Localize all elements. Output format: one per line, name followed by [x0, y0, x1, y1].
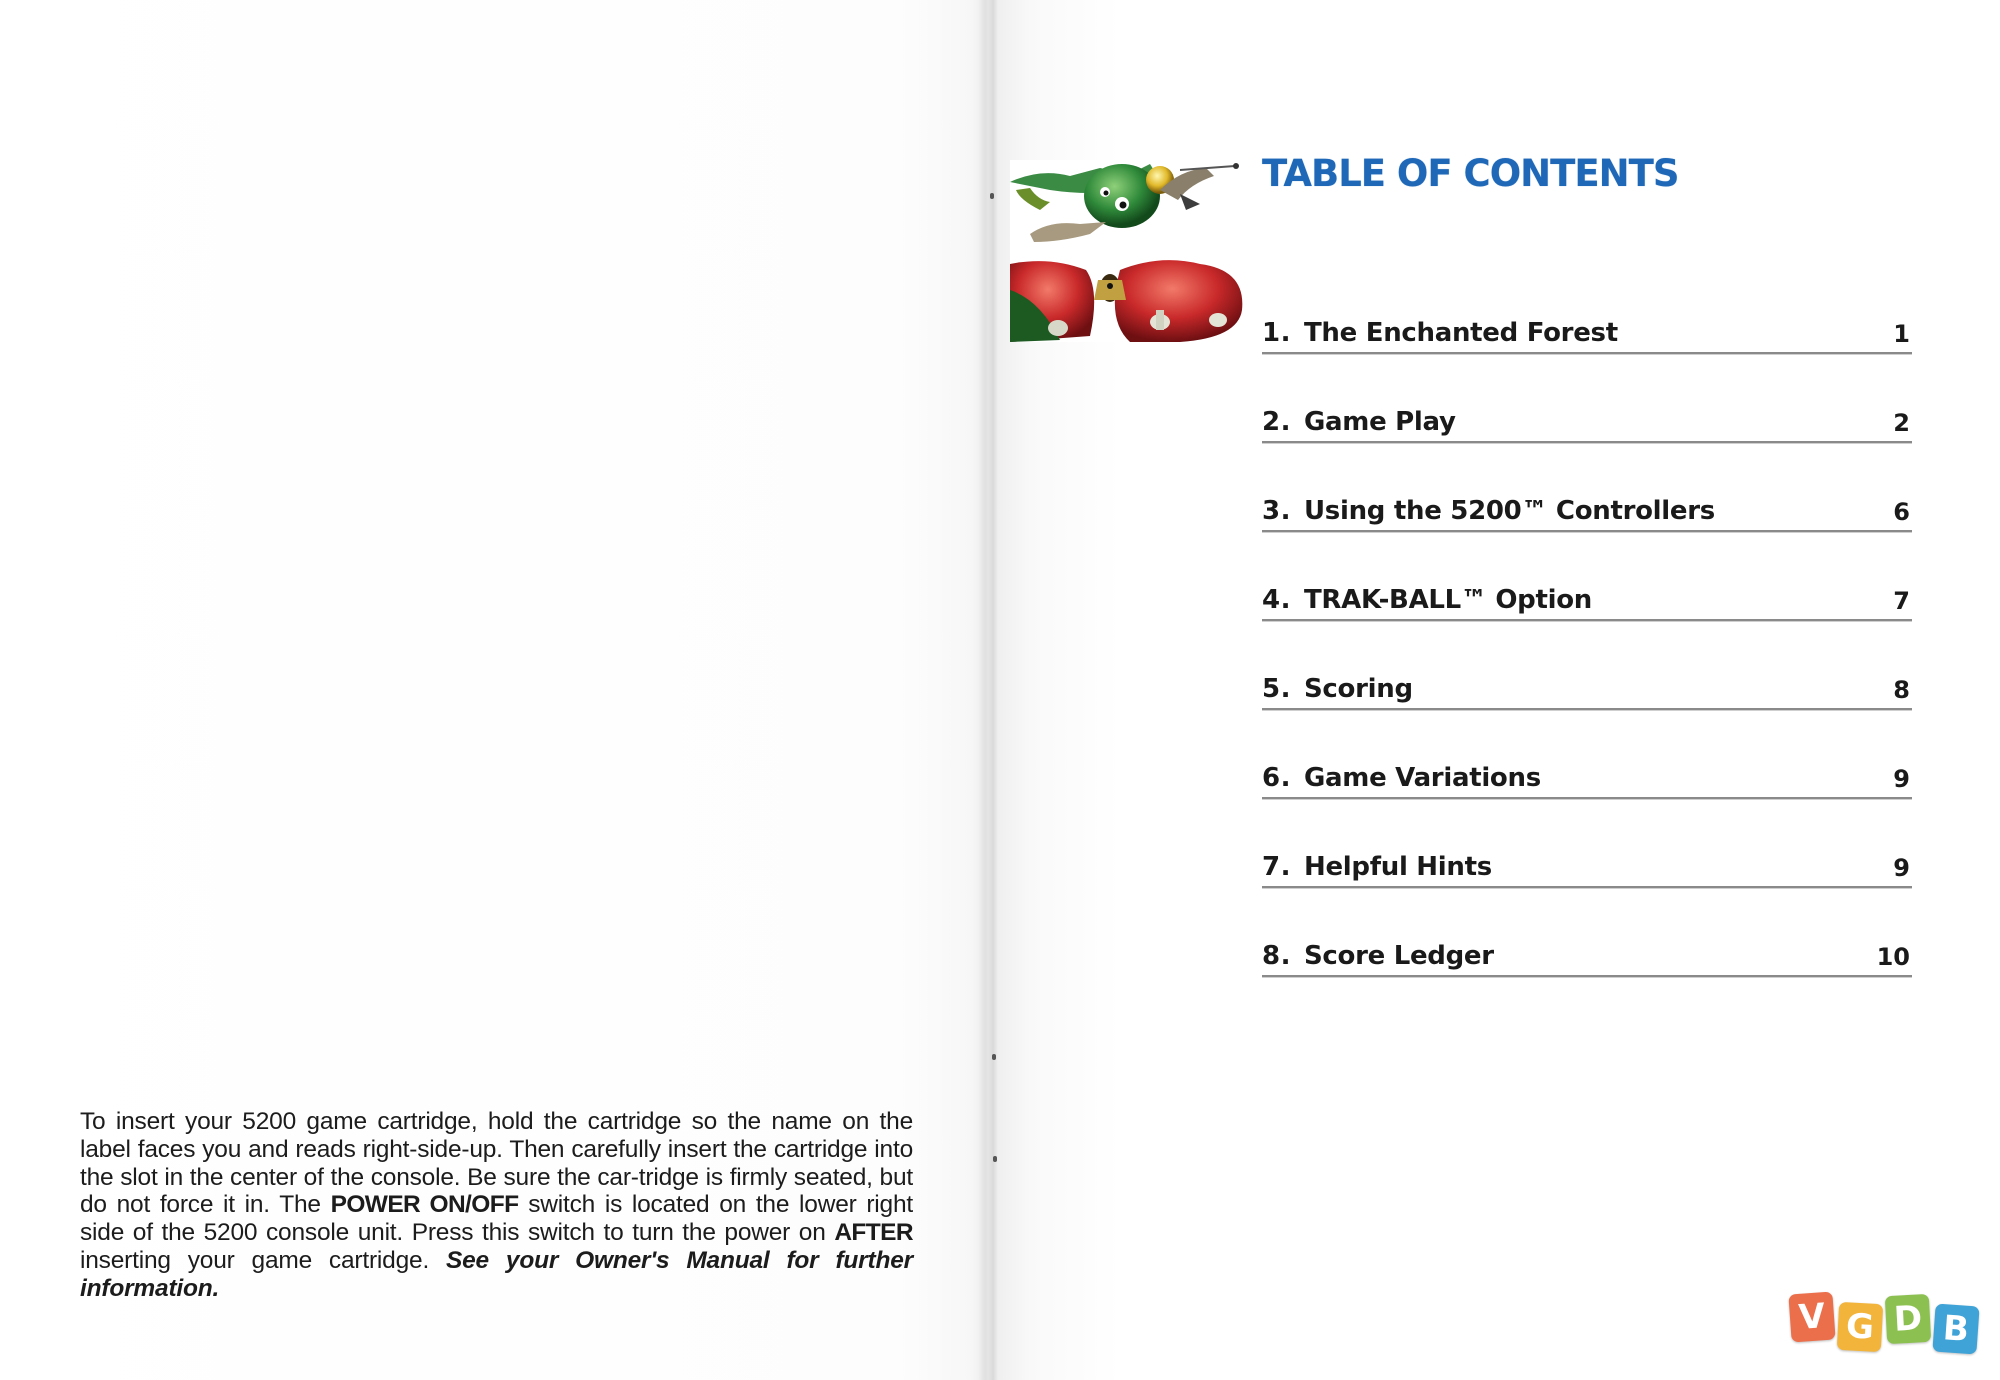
toc-entry-label: Score Ledger [1304, 941, 1494, 971]
toc-entry-label: TRAK-BALL™ Option [1304, 585, 1593, 615]
toc-entry [1262, 834, 1912, 888]
toc-entry-number: 5. [1262, 674, 1291, 704]
instruction-text-part: switch is located on the lower right side of the 5200 console unit. Press this switch to turn the power on [80, 1191, 913, 1247]
instruction-text-part: AFTER [834, 1219, 913, 1247]
toc-entry-number: 6. [1262, 763, 1291, 793]
vgdb-logo-tile: B [1932, 1304, 1979, 1355]
toc-entry-label: Helpful Hints [1304, 852, 1492, 882]
spine-mark [993, 1156, 997, 1162]
toc-entry-page-number: 7 [1893, 587, 1910, 615]
toc-entry-number: 3. [1262, 496, 1291, 526]
table-of-contents-title: TABLE OF CONTENTS [1262, 152, 1679, 195]
toc-entry [1262, 478, 1912, 532]
toc-entry-label: Scoring [1304, 674, 1413, 704]
page-spine [978, 0, 992, 1380]
instruction-text-part: POWER ON/OFF [330, 1191, 519, 1219]
toc-entry-number: 4. [1262, 585, 1291, 615]
centipede-art-illustration [1010, 160, 1246, 342]
instruction-text-part: To insert your 5200 game cartridge, hold the cartridge so the name on the label faces you and reads right-side-up. Then carefully insert the cartridge into the slot in the center of the console. Be sure the car-tridge is firmly seated, but do not force it in. The [80, 1108, 913, 1219]
toc-entry-number: 2. [1262, 407, 1291, 437]
vgdb-logo-tile: D [1885, 1294, 1931, 1344]
instruction-text-part: See your Owner's Manual for further information. [80, 1246, 913, 1302]
toc-entry-label: Game Play [1304, 407, 1456, 437]
toc-entry [1262, 745, 1912, 799]
toc-entry-label: The Enchanted Forest [1304, 318, 1618, 348]
toc-entry-label: Using the 5200™ Controllers [1304, 496, 1715, 526]
toc-entry-number: 7. [1262, 852, 1291, 882]
toc-entry-page-number: 6 [1893, 498, 1910, 526]
toc-entry [1262, 656, 1912, 710]
spine-mark [992, 1054, 996, 1060]
toc-entry-page-number: 2 [1893, 409, 1910, 437]
vgdb-logo-tile: V [1788, 1292, 1835, 1343]
toc-entry-page-number: 9 [1893, 765, 1910, 793]
toc-entry-label: Game Variations [1304, 763, 1541, 793]
vgdb-logo-tile: G [1837, 1302, 1883, 1352]
toc-entry [1262, 300, 1912, 354]
instruction-text-part: inserting your game cartridge. [80, 1246, 446, 1274]
toc-entry-page-number: 1 [1893, 320, 1910, 348]
spine-mark [990, 193, 994, 199]
toc-entry-number: 1. [1262, 318, 1291, 348]
toc-entry-page-number: 8 [1893, 676, 1910, 704]
toc-entry-number: 8. [1262, 941, 1291, 971]
toc-entry-page-number: 9 [1893, 854, 1910, 882]
toc-entry [1262, 567, 1912, 621]
toc-entry [1262, 923, 1912, 977]
cartridge-insert-instructions [80, 1108, 913, 1303]
vgdb-watermark-logo [1790, 1293, 1990, 1359]
toc-entry [1262, 389, 1912, 443]
toc-entry-page-number: 10 [1876, 943, 1910, 971]
